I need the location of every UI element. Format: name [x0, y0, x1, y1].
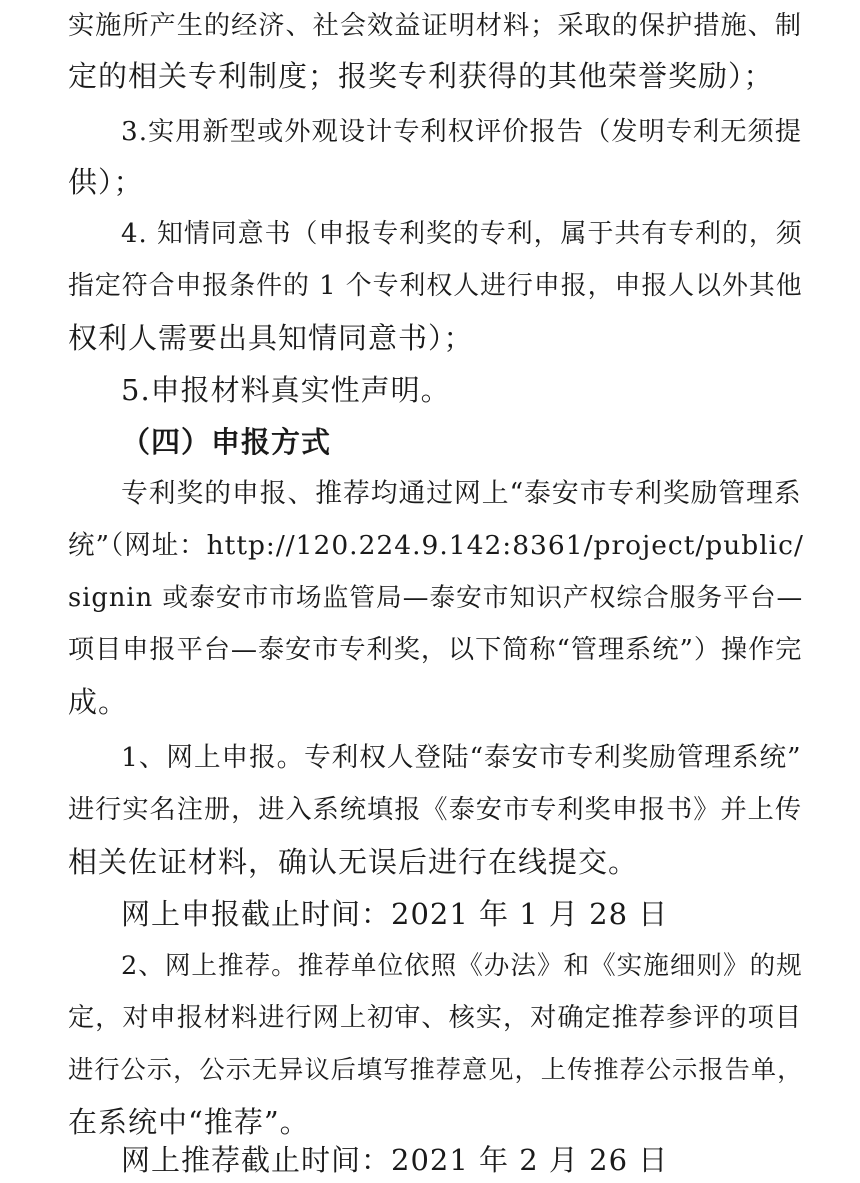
text-line-content: 4. 知情同意书（申报专利奖的专利，属于共有专利的，须	[121, 219, 803, 249]
text-line	[0, 526, 860, 566]
text-line	[0, 998, 860, 1038]
text-line	[0, 682, 860, 722]
text-line-content: 供）；	[68, 165, 144, 199]
text-line-content: 进行公示，公示无异议后填写推荐意见，上传推荐公示报告单，	[68, 1055, 804, 1084]
text-line	[0, 946, 860, 986]
text-line-content: 进行实名注册，进入系统填报《泰安市专利奖申报书》并上传	[68, 795, 803, 825]
text-line-content: 专利奖的申报、推荐均通过网上“泰安市专利奖励管理系	[121, 478, 802, 509]
text-line	[0, 266, 860, 306]
text-line	[0, 162, 860, 202]
text-line-content: 相关佐证材料，确认无误后进行在线提交。	[68, 845, 639, 879]
text-line-content: 2、网上推荐。推荐单位依照《办法》和《实施细则》的规	[121, 951, 803, 981]
text-line-content: 实施所产生的经济、社会效益证明材料；采取的保护措施、制	[68, 11, 803, 41]
text-line	[0, 6, 860, 46]
text-line	[0, 894, 860, 934]
text-line-content: 5.申报材料真实性声明。	[121, 373, 451, 407]
text-line	[0, 578, 860, 618]
text-line-content: signin 或泰安市市场监管局—泰安市知识产权综合服务平台—	[68, 583, 804, 613]
text-line	[0, 630, 860, 670]
text-line	[0, 842, 860, 882]
text-line	[0, 1140, 860, 1180]
text-line	[0, 790, 860, 830]
text-line-content: 成。	[68, 685, 129, 719]
text-line	[0, 56, 860, 96]
text-line	[0, 370, 860, 410]
text-line-content: 3.实用新型或外观设计专利权评价报告（发明专利无须提	[121, 117, 803, 147]
text-line	[0, 214, 860, 254]
text-line-content: 定，对申报材料进行网上初审、核实，对确定推荐参评的项目	[68, 1003, 803, 1033]
text-line-content: 定的相关专利制度；报奖专利获得的其他荣誉奖励）；	[68, 59, 774, 93]
text-line-content: 项目申报平台—泰安市专利奖，以下简称“管理系统”）操作完	[68, 635, 803, 665]
text-line	[0, 112, 860, 152]
text-line-content: 统”（网址：http://120.224.9.142:8361/project/public/	[68, 530, 804, 561]
text-line	[0, 738, 860, 778]
text-line	[0, 318, 860, 358]
text-line	[0, 474, 860, 514]
section-heading-text: （四）申报方式	[121, 425, 332, 459]
section-heading	[0, 422, 860, 462]
text-line-content: 指定符合申报条件的 1 个专利权人进行申报，申报人以外其他	[68, 271, 803, 301]
text-line-content: 1、网上申报。专利权人登陆“泰安市专利奖励管理系统”	[121, 742, 802, 773]
text-line-content: 在系统中“推荐”。	[68, 1105, 310, 1139]
text-line	[0, 1102, 860, 1142]
text-line-content: 网上申报截止时间：2021 年 1 月 28 日	[121, 897, 669, 931]
text-line	[0, 1050, 860, 1090]
text-line-content: 权利人需要出具知情同意书）；	[68, 321, 474, 355]
text-line-content: 网上推荐截止时间：2021 年 2 月 26 日	[121, 1143, 669, 1177]
